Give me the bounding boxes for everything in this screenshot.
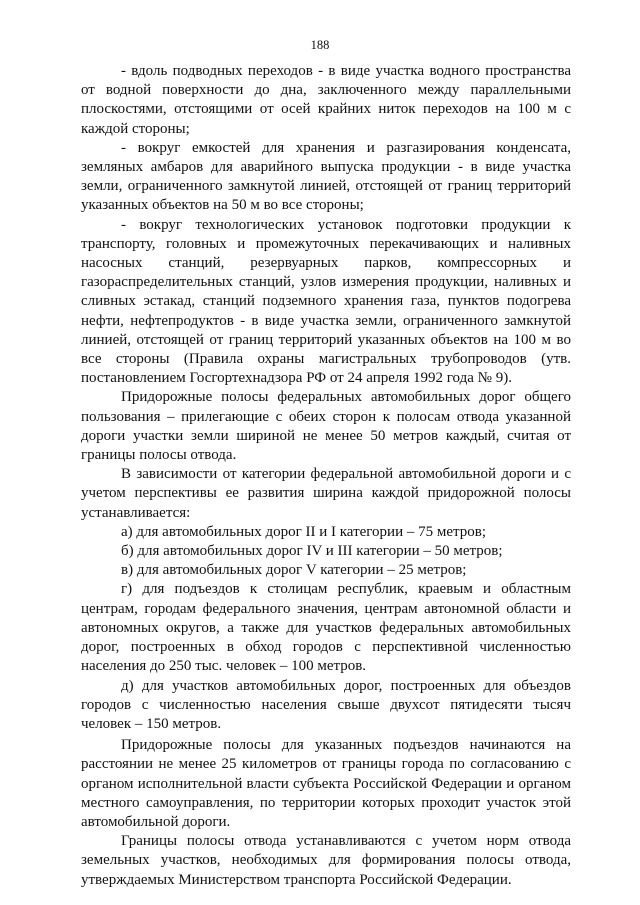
page-number: 188 [310, 38, 330, 52]
paragraph-right-of-way-norms: Границы полосы отвода устанавливаются с учетом норм отвода земельных участков, необходимых для формирования полосы отвода, утверждаемых Министерством транспорта Российской Федерации. [81, 833, 571, 888]
paragraph-condensate-tanks: - вокруг емкостей для хранения и разгазирования конденсата, земляных амбаров для аварийного выпуска продукции - в виде участка земли, ограниченного замкнутой линией, отстоящей от границ территорий указанных объектов на 50 м во все стороны; [81, 139, 571, 214]
paragraph-technological-installations: - вокруг технологических установок подготовки продукции к транспорту, головных и промежуточных перекачивающих и наливных насосных станций, резервуарных парков, компрессорных и газораспределительных станций, узлов измерения продукции, наливных и сливных эстакад, станций подземного хранения газа, пунктов подогрева нефти, нефтепродуктов - в виде участка земли, ограниченного замкнутой линией, отстоящей от границ территорий указанных объектов на 100 м во все стороны (Правила охраны магистральных трубопроводов (утв. постановлением Госгортехнадзора РФ от 24 апреля 1992 года № 9). [81, 216, 571, 387]
document-body [81, 62, 571, 890]
paragraph-underwater-crossings: - вдоль подводных переходов - в виде участка водного пространства от водной поверхности до дна, заключенного между параллельными плоскостями, отстоящими от осей крайних ниток переходов на 100 м с каждой стороны; [81, 63, 571, 137]
list-item-g: г) для подъездов к столицам республик, краевым и областным центрам, городам федерального значения, центрам автономной области и автономных округов, а также для участков федеральных автомобильных дорог, построенных в обход городов с перспективной численностью населения до 250 тыс. человек – 100 метров. [81, 581, 571, 675]
paragraph-roadside-strips-definition: Придорожные полосы федеральных автомобильных дорог общего пользования – прилегающие с обеих сторон к полосам отвода указанной дороги участки земли шириной не менее 50 метров каждый, считая от границы полосы отвода. [81, 389, 571, 464]
list-item-b: б) для автомобильных дорог IV и III категории – 50 метров; [121, 543, 503, 560]
paragraph-strip-width-intro: В зависимости от категории федеральной автомобильной дороги и с учетом перспективы ее развития ширина каждой придорожной полосы устанавливается: [81, 466, 571, 521]
list-item-v: в) для автомобильных дорог V категории – 25 метров; [121, 562, 467, 579]
list-item-d: д) для участков автомобильных дорог, построенных для объездов городов с численностью населения свыше двухсот пятидесяти тысяч человек – 150 метров. [81, 677, 571, 732]
paragraph-access-roads: Придорожные полосы для указанных подъездов начинаются на расстоянии не менее 25 километров от границы города по согласованию с органом исполнительной власти субъекта Российской Федерации и органом местного самоуправления, по территории которых проходит участок этой автомобильной дороги. [81, 737, 571, 830]
list-item-a: а) для автомобильных дорог II и I категории – 75 метров; [121, 523, 487, 540]
